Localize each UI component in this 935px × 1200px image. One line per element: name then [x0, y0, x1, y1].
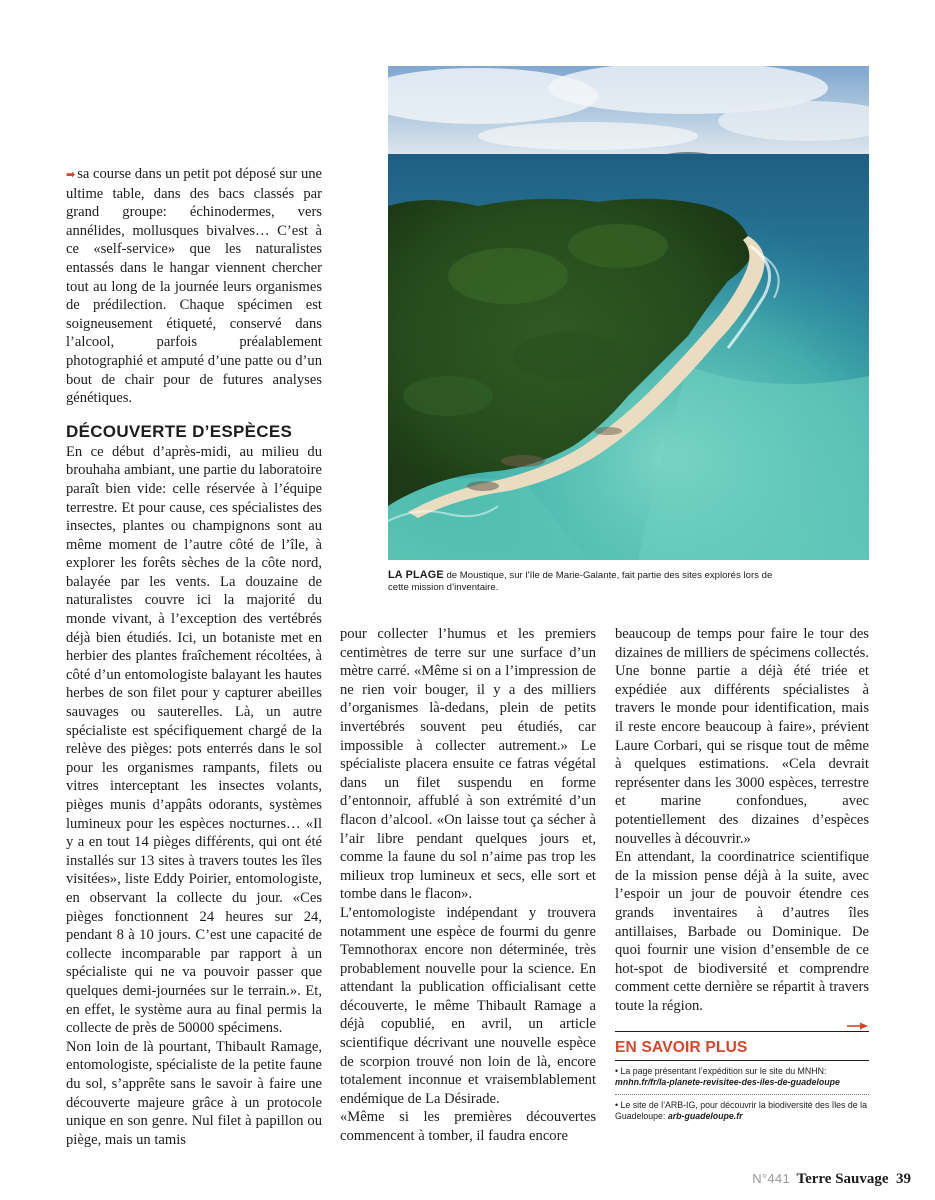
further-reading-title: EN SAVOIR PLUS: [615, 1038, 869, 1061]
end-mark-icon: [847, 1022, 869, 1030]
arb-link[interactable]: arb-guadeloupe.fr: [667, 1111, 743, 1122]
page-number: 39: [896, 1171, 911, 1187]
issue-number: N°441: [752, 1171, 790, 1186]
caption-lead: LA PLAGE: [388, 569, 444, 581]
page-folio: [752, 1171, 911, 1188]
beach-aerial-photo: [388, 66, 869, 560]
section-subheading: DÉCOUVERTE D’ESPÈCES: [66, 421, 293, 441]
col2-paragraph-1: pour collecter l’humus et les premiers centimètres de terre sur une surface d’un mètre carré. «Même si on a l’impression de ne rien voir bouger, il y a des milliers d’organismes là-dedans, plein de petits invertébrés souvent peu étudiés, car impossible à collecter autrement.» Le spécialiste placera ensuite ce fatras végétal dans un filet suspendu en forme d’entonnoir, affublé à son extrémité d’un flacon d’alcool. «On laisse tout ça sécher à l’air libre pendant quelques jours et, comme la faune du sol n’aime pas trop les milieux trop lumineux et secs, elle sort et tombe dans le flacon».: [340, 626, 596, 903]
col1-paragraph-2: En ce début d’après-midi, au milieu du brouhaha ambiant, une partie du laboratoire paraît bien vide: celle réservée à l’équipe terrestre. Et pour cause, ces spécialistes des insectes, plantes ou champignons sont au même moment de l’autre côté de l’île, à explorer les forêts sèches de la côte nord, balayée par les vents. La douzaine de naturalistes couvre ici la majorité du monde vivant, à l’exception des vertébrés déjà bien étudiés. Ici, un botaniste met en herbier des plantes fraîchement récoltées, à côté d’un entomologiste balayant les hautes herbes de son filet pour y capturer abeilles sauvages ou sauterelles. Là, un autre spécialiste est spécifiquement chargé de la relève des pièges: pots enterrés dans le sol pour les organismes rampants, filets ou vitres interceptant les insectes volants, pièges munis d’appâts odorants, systèmes lumineux pour les espèces nocturnes… «Il y a en tout 14 pièges différents, qui ont été installés sur 13 sites à travers toutes les îles visitées», liste Eddy Poirier, entomologiste, en observant la collecte du jour. «Ces pièges fonctionnent 24 heures sur 24, pendant 8 à 10 jours. C’est une capacité de collecte incomparable par rapport à un spécialiste qui ne va pouvoir passer que quelques demi-journées sur le terrain.». Et, en effet, le système aura au final permis la collecte de près de 50000 spécimens.: [66, 443, 322, 1037]
col3-paragraph-2: En attendant, la coordinatrice scientifique de la mission pense déjà à la suite, avec l’espoir un jour de pouvoir étendre ces grands inventaires à d’autres îles antillaises, Barbade ou Dominique. De quoi fournir une vision d’ensemble de ce hot-spot de biodiversité et comprendre comment cette dernière se répartit à travers toute la région.: [615, 849, 869, 1014]
col2-paragraph-2: L’entomologiste indépendant y trouvera notamment une espèce de fourmi du genre Temnothorax encore non déterminée, très probablement nouvelle pour la science. En attendant la publication officialisant cette découverte, le même Thibault Ramage a déjà copublié, en avril, un article scientifique décrivant une nouvelle espèce de scorpion trouvé non loin de là, encore totalement inconnue et vraisemblablement endémique de La Désirade.: [340, 904, 596, 1107]
further-reading-box: [615, 1031, 869, 1123]
col2-paragraph-3: «Même si les premières découvertes commencent à tomber, il faudra encore: [340, 1109, 596, 1145]
mnhn-link[interactable]: mnhn.fr/fr/la-planete-revisitee-des-iles-de-guadeloupe: [615, 1077, 840, 1088]
col3-paragraph-1: beaucoup de temps pour faire le tour des dizaines de milliers de spécimens collectés. Une bonne partie a déjà été triée et expédiée aux différents spécialistes à travers le monde pour identification, mais il reste encore beaucoup à faire», prévient Laure Corbari, qui se risque tout de même à quelques estimations. «Cela devrait représenter dans les 3000 espèces, terrestre et marine confondues, avec potentiellement des dizaines d’espèces nouvelles à découvrir.»: [615, 626, 869, 847]
continuation-arrow-icon: ➡: [66, 168, 76, 181]
col1-paragraph-3: Non loin de là pourtant, Thibault Ramage, entomologiste, spécialiste de la petite faune du sol, s’apprête sans le savoir à faire une découverte majeure grâce à un protocole unique en son genre. Nul filet à papillon ou piège, mais un tamis: [66, 1038, 322, 1148]
caption-text: de Moustique, sur l’île de Marie-Galante, fait partie des sites explorés lors de cette mission d’inventaire.: [388, 570, 773, 594]
further-reading-item-arb: • Le site de l’ARB-IG, pour découvrir la biodiversité des îles de la Guadeloupe: arb-guadeloupe.fr: [615, 1099, 867, 1122]
further-reading-item-mnhn: • La page présentant l’expédition sur le site du MNHN: mnhn.fr/fr/la-planete-revisitee-des-iles-de-guadeloupe: [615, 1066, 840, 1088]
further-reading-divider: [615, 1094, 869, 1095]
article-column-2: [340, 625, 596, 1146]
photo-caption: [388, 569, 788, 595]
col1-paragraph-1: ➡ sa course dans un petit pot déposé sur une ultime table, dans des bacs classés par grand groupe: échinodermes, vers annélides, mollusques bivalves… C’est à ce «self-service» que les naturalistes entassés dans le hangar viennent chercher tout au long de la journée leurs organismes de prédilection. Chaque spécimen est soigneusement étiqueté, conservé dans l’alcool, parfois préalablement photographié et amputé d’une patte ou d’un bout de chair pour de futures analyses génétiques.: [66, 166, 323, 407]
magazine-name: Terre Sauvage: [796, 1171, 889, 1187]
article-column-3: [615, 625, 869, 1036]
article-column-1: [66, 165, 322, 1149]
